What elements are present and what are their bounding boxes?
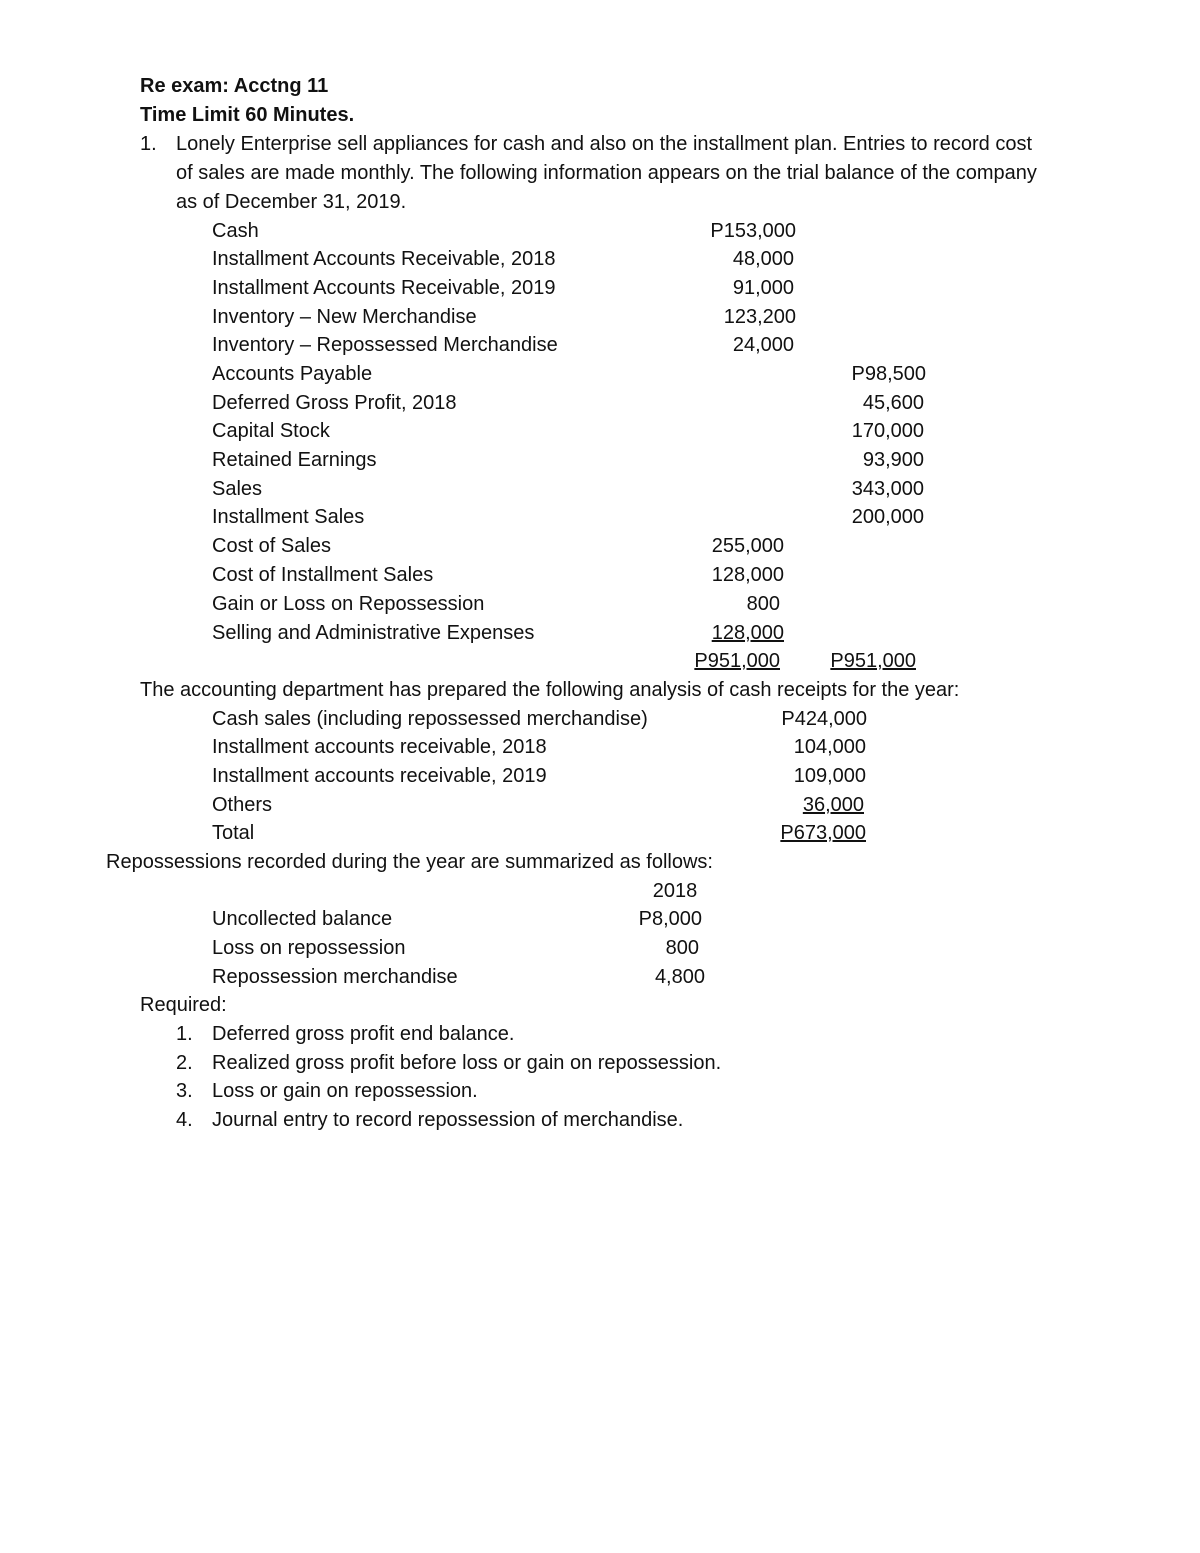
required-item-number: 1. — [176, 1023, 193, 1045]
tb-credit: P98,500 — [851, 363, 926, 385]
required-item-text: Realized gross profit before loss or gain on repossession. — [212, 1052, 722, 1074]
tb-label: Deferred Gross Profit, 2018 — [212, 392, 457, 414]
cr-label: Cash sales (including repossessed merchandise) — [212, 708, 648, 730]
cr-amount: P673,000 — [780, 822, 866, 844]
repo-amount: 800 — [665, 937, 699, 959]
tb-label: Cost of Sales — [212, 535, 331, 557]
tb-total-credit: P951,000 — [830, 650, 916, 672]
tb-label: Cost of Installment Sales — [212, 564, 434, 586]
tb-label: Installment Accounts Receivable, 2019 — [212, 277, 556, 299]
tb-credit: 343,000 — [851, 478, 924, 500]
tb-credit: 170,000 — [851, 420, 924, 442]
repossessions-intro: Repossessions recorded during the year are summarized as follows: — [106, 851, 713, 873]
tb-debit: P153,000 — [710, 220, 796, 242]
tb-debit: 48,000 — [732, 248, 794, 270]
problem-intro-line-3: as of December 31, 2019. — [176, 191, 407, 213]
problem-intro-line-2: of sales are made monthly. The following information appears on the trial balance of the company — [176, 162, 1037, 184]
repo-amount: P8,000 — [638, 908, 702, 930]
tb-credit: 45,600 — [862, 392, 924, 414]
tb-credit: 200,000 — [851, 506, 924, 528]
tb-label: Gain or Loss on Repossession — [212, 593, 485, 615]
cr-amount: P424,000 — [781, 708, 867, 730]
cr-amount: 109,000 — [793, 765, 866, 787]
tb-debit: 123,200 — [723, 306, 796, 328]
tb-label: Cash — [212, 220, 259, 242]
repo-label: Repossession merchandise — [212, 966, 458, 988]
required-heading: Required: — [140, 994, 227, 1016]
tb-total-debit: P951,000 — [694, 650, 780, 672]
required-item-text: Loss or gain on repossession. — [212, 1080, 478, 1102]
repo-label: Uncollected balance — [212, 908, 393, 930]
tb-label: Inventory – New Merchandise — [212, 306, 477, 328]
tb-debit: 24,000 — [732, 334, 794, 356]
required-item-number: 3. — [176, 1080, 193, 1102]
cr-label: Total — [212, 822, 255, 844]
tb-label: Retained Earnings — [212, 449, 377, 471]
tb-debit: 128,000 — [711, 622, 784, 644]
repo-amount: 4,800 — [654, 966, 705, 988]
tb-debit: 128,000 — [711, 564, 784, 586]
cr-label: Installment accounts receivable, 2018 — [212, 736, 547, 758]
tb-label: Inventory – Repossessed Merchandise — [212, 334, 558, 356]
tb-credit: 93,900 — [862, 449, 924, 471]
cr-amount: 36,000 — [802, 794, 864, 816]
required-item-number: 4. — [176, 1109, 193, 1131]
tb-label: Sales — [212, 478, 263, 500]
repo-year-header: 2018 — [652, 880, 698, 902]
tb-label: Installment Accounts Receivable, 2018 — [212, 248, 556, 270]
time-limit: Time Limit 60 Minutes. — [140, 104, 355, 126]
problem-intro-line-1: Lonely Enterprise sell appliances for cash and also on the installment plan. Entries to record cost — [176, 133, 1033, 155]
cr-amount: 104,000 — [793, 736, 866, 758]
tb-label: Accounts Payable — [212, 363, 373, 385]
tb-label: Selling and Administrative Expenses — [212, 622, 535, 644]
required-item-number: 2. — [176, 1052, 193, 1074]
cr-label: Others — [212, 794, 273, 816]
tb-debit: 255,000 — [711, 535, 784, 557]
problem-number: 1. — [140, 133, 157, 155]
tb-debit: 91,000 — [732, 277, 794, 299]
repo-label: Loss on repossession — [212, 937, 406, 959]
tb-debit: 800 — [746, 593, 780, 615]
tb-label: Capital Stock — [212, 420, 330, 442]
required-item-text: Deferred gross profit end balance. — [212, 1023, 515, 1045]
exam-title: Re exam: Acctng 11 — [140, 75, 329, 97]
cash-receipts-intro: The accounting department has prepared the following analysis of cash receipts for the year: — [140, 679, 960, 701]
tb-label: Installment Sales — [212, 506, 365, 528]
required-item-text: Journal entry to record repossession of merchandise. — [212, 1109, 684, 1131]
cr-label: Installment accounts receivable, 2019 — [212, 765, 547, 787]
